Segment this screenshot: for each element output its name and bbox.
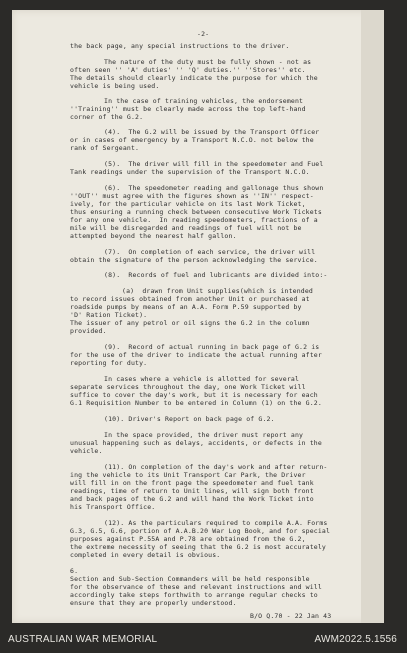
text-line: The nature of the duty must be fully shown - not as [104, 58, 312, 66]
text-line: vehicle is being used. [70, 82, 160, 90]
text-line: for any one vehicle. In reading speedometers, fractions of a [70, 216, 318, 224]
page-number: -2- [197, 30, 210, 38]
text-line: corner of the G.2. [70, 113, 144, 121]
text-line: for the observance of these and relevant instructions and will [70, 583, 322, 591]
text-line: ''OUT'' must agree with the figures shown as ''IN'' respect- [70, 192, 314, 200]
text-line: (12). As the particulars required to compile A.A. Forms [104, 519, 328, 527]
text-line: G.3, G.5, G.6, portion of A.A.B.20 War Log Book, and for special [70, 527, 331, 535]
text-line: ensure that they are properly understood. [70, 599, 237, 607]
text-line: purposes against P.55A and P.78 are obtained from the G.2, [70, 535, 306, 543]
section-number: 6. [70, 567, 79, 575]
text-line: 'D' Ration Ticket). [70, 311, 148, 319]
text-line: for the use of the driver to indicate the actual running after [70, 351, 322, 359]
text-line: mile will be disregarded and readings of fuel will not be [70, 224, 302, 232]
text-line: (4). The G.2 will be issued by the Transport Officer [104, 128, 320, 136]
text-line: In cases where a vehicle is allotted for several [104, 375, 300, 383]
text-line: to record issues obtained from another Unit or purchased at [70, 295, 310, 303]
text-line: or in cases of emergency by a Transport N.C.O. not below the [70, 136, 314, 144]
text-line: the back page, any special instructions to the driver. [70, 42, 290, 50]
text-line: (9). Record of actual running in back page of G.2 is [104, 343, 320, 351]
text-line: roadside pumps by means of an A.A. Form P.59 supported by [70, 303, 302, 311]
text-line: often seen '' 'A' duties' '' 'Q' duties.'' ''Stores'' etc. [70, 66, 306, 74]
text-line: (8). Records of fuel and lubricants are divided into:- [104, 271, 328, 279]
archive-name: AUSTRALIAN WAR MEMORIAL [8, 634, 158, 645]
text-line: will fill in on the front page the speedometer and fuel tank [70, 479, 314, 487]
document-body [12, 10, 384, 623]
text-line: In the case of training vehicles, the endorsement [104, 97, 304, 105]
archive-id: AWM2022.5.1556 [314, 634, 397, 645]
text-line: suffice to cover the day's work, but it is necessary for each [70, 391, 318, 399]
archive-caption-strip [0, 623, 407, 653]
text-line: separate services throughout the day, one Work Ticket will [70, 383, 306, 391]
text-line: (5). The driver will fill in the speedometer and Fuel [104, 160, 324, 168]
text-line: vehicle. [70, 447, 103, 455]
text-line: (10). Driver's Report on back page of G.2. [104, 415, 275, 423]
text-line: attempted beyond the nearest half gallon. [70, 232, 237, 240]
text-line: (11). On completion of the day's work and after return- [104, 463, 328, 471]
text-line: (6). The speedometer reading and gallonage thus shown [104, 184, 324, 192]
text-line: ''Training'' must be clearly made across the top left-hand [70, 105, 306, 113]
text-line: thus ensuring a running check between consecutive Work Tickets [70, 208, 322, 216]
text-line: ing the vehicle to its Unit Transport Car Park, the Driver [70, 471, 306, 479]
text-line: obtain the signature of the person acknowledging the service. [70, 256, 318, 264]
text-line: The issuer of any petrol or oil signs the G.2 in the column [70, 319, 310, 327]
text-line: provided. [70, 327, 107, 335]
reference-note: B/O Q.70 - 22 Jan 43 [250, 612, 332, 620]
text-line: readings, time of return to Unit lines, will sign both front [70, 487, 314, 495]
text-line: (a) drawn from Unit supplies(which is intended [122, 287, 313, 295]
text-line: (7). On completion of each service, the driver will [104, 248, 316, 256]
text-line: In the space provided, the driver must report any [104, 431, 304, 439]
text-line: his Transport Office. [70, 503, 156, 511]
text-line: Section and Sub-Section Commanders will be held responsible [70, 575, 310, 583]
document-page [12, 10, 384, 623]
text-line: and back pages of the G.2 and will hand the Work Ticket into [70, 495, 314, 503]
text-line: rank of Sergeant. [70, 144, 140, 152]
text-line: unusual happening such as delays, accidents, or defects in the [70, 439, 322, 447]
text-line: Tank readings under the supervision of the Transport N.C.O. [70, 168, 310, 176]
text-line: The details should clearly indicate the purpose for which the [70, 74, 318, 82]
text-line: G.1 Requisition Number to be entered in Column (1) on the G.2. [70, 399, 322, 407]
text-line: ively, for the particular vehicle on its last Work Ticket, [70, 200, 306, 208]
text-line: the extreme necessity of seeing that the G.2 is most accurately [70, 543, 326, 551]
text-line: reporting for duty. [70, 359, 148, 367]
text-line: completed in every detail is obvious. [70, 551, 221, 559]
text-line: accordingly take steps forthwith to arrange regular checks to [70, 591, 318, 599]
